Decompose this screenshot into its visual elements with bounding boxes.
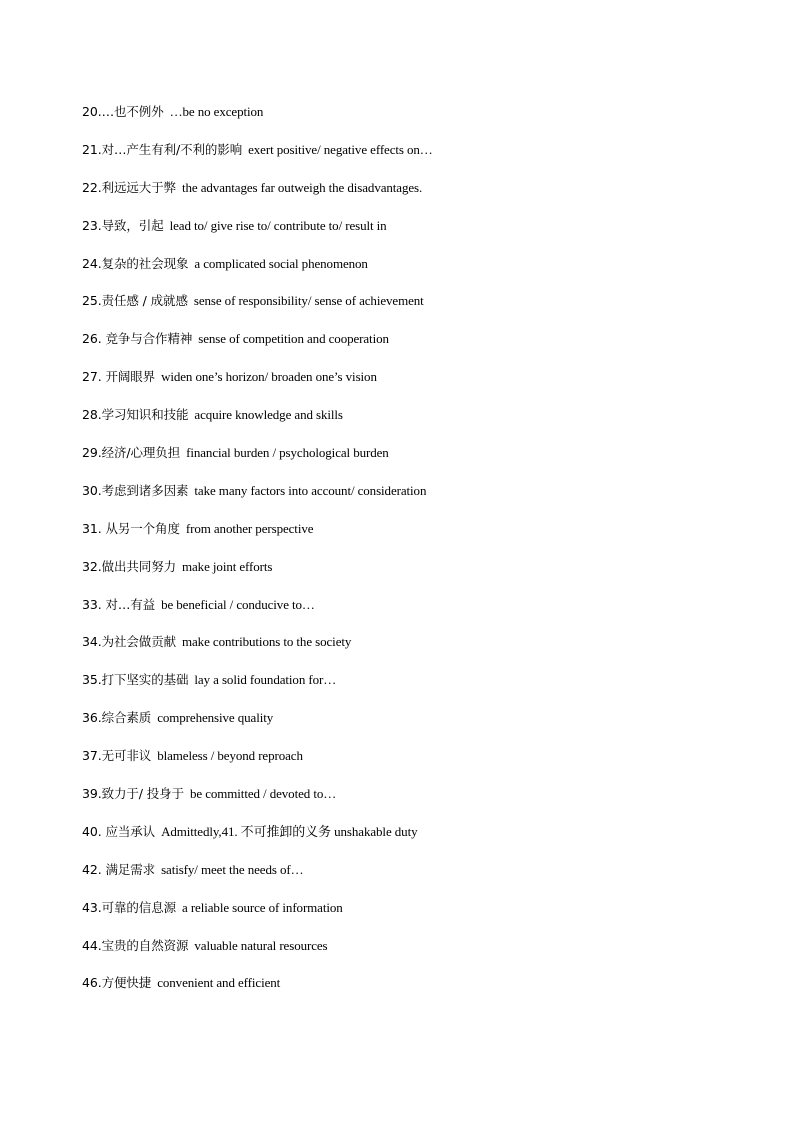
entry-number: 21.: [82, 141, 102, 157]
entry-number: 24.: [82, 255, 102, 271]
entry-number: 20.: [82, 104, 102, 119]
entry-chinese: 满足需求: [105, 861, 156, 877]
entry-chinese: 对…有益: [105, 596, 156, 612]
entry-english: the advantages far outweigh the disadvantages.: [182, 179, 423, 195]
entry-number: 30.: [82, 482, 102, 498]
list-item: [82, 936, 762, 974]
entry-english: …be no exception: [169, 104, 264, 119]
entry-number: 23.: [82, 217, 102, 233]
entry-number: 34.: [82, 634, 102, 650]
list-item: [82, 178, 762, 216]
list-item: [82, 405, 762, 443]
list-item: [82, 102, 762, 140]
entry-chinese: 对…产生有利/不利的影响: [101, 141, 243, 157]
entry-english: sense of competition and cooperation: [198, 331, 389, 347]
list-item: [82, 291, 762, 329]
entry-english: make joint efforts: [182, 558, 273, 574]
list-item: [82, 670, 762, 708]
entry-number: 31.: [82, 520, 106, 536]
list-item: [82, 746, 762, 784]
entry-english: lead to/ give rise to/ contribute to/ result in: [169, 217, 387, 233]
entry-number: 27.: [82, 369, 106, 385]
entry-chinese: 方便快捷: [101, 975, 152, 991]
entry-english: acquire knowledge and skills: [194, 407, 343, 423]
entry-chinese: 责任感 / 成就感: [101, 293, 188, 309]
entry-chinese: 竞争与合作精神: [105, 331, 193, 347]
entry-chinese: 宝贵的自然资源: [101, 937, 189, 953]
entry-english: Admittedly,41. 不可推卸的义务 unshakable duty: [161, 823, 418, 839]
entry-chinese: …也不例外: [101, 104, 164, 119]
entry-chinese: 利远远大于弊: [101, 179, 176, 195]
entry-english: a complicated social phenomenon: [194, 255, 368, 271]
list-item: [82, 898, 762, 936]
entry-chinese: 可靠的信息源: [101, 899, 176, 915]
entry-number: 42.: [82, 861, 106, 877]
list-item: [82, 140, 762, 178]
entry-english: valuable natural resources: [194, 937, 328, 953]
list-item: [82, 822, 762, 860]
entry-number: 28.: [82, 407, 102, 423]
entry-english: widen one’s horizon/ broaden one’s vision: [161, 369, 377, 385]
entry-chinese: 考虑到诸多因素: [101, 482, 189, 498]
entry-number: 36.: [82, 710, 102, 726]
entry-english: comprehensive quality: [157, 710, 274, 726]
entry-number: 22.: [82, 179, 102, 195]
entry-chinese: 学习知识和技能: [101, 407, 189, 423]
list-item: [82, 216, 762, 254]
entry-number: 35.: [82, 672, 102, 688]
list-item: [82, 784, 762, 822]
entry-chinese: 为社会做贡献: [101, 634, 176, 650]
list-item: [82, 860, 762, 898]
entry-chinese: 致力于/ 投身于: [101, 786, 184, 802]
entry-english: satisfy/ meet the needs of…: [161, 861, 304, 877]
entry-chinese: 打下坚实的基础: [101, 672, 189, 688]
list-item: [82, 254, 762, 292]
entry-number: 39.: [82, 786, 102, 802]
entry-chinese: 导致，引起: [101, 217, 164, 233]
entry-number: 25.: [82, 293, 102, 309]
entry-english: make contributions to the society: [182, 634, 352, 650]
entry-chinese: 应当承认: [105, 823, 156, 839]
entry-chinese: 复杂的社会现象: [101, 255, 189, 271]
list-item: [82, 557, 762, 595]
entry-english: financial burden / psychological burden: [186, 445, 389, 461]
entry-number: 43.: [82, 899, 102, 915]
list-item: [82, 595, 762, 633]
entry-chinese: 无可非议: [101, 748, 152, 764]
entry-chinese: 开阔眼界: [105, 369, 156, 385]
entry-english: take many factors into account/ consideration: [194, 482, 427, 498]
entry-chinese: 综合素质: [101, 710, 152, 726]
entry-english: a reliable source of information: [182, 899, 343, 915]
entry-number: 40.: [82, 823, 106, 839]
entry-english: be beneficial / conducive to…: [161, 596, 315, 612]
entry-number: 44.: [82, 937, 102, 953]
entry-english: exert positive/ negative effects on…: [248, 141, 433, 157]
entry-number: 29.: [82, 445, 102, 461]
entry-number: 46.: [82, 975, 102, 991]
entry-number: 32.: [82, 558, 102, 574]
entry-english: from another perspective: [185, 520, 314, 536]
entry-number: 37.: [82, 748, 102, 764]
list-item: [82, 367, 762, 405]
entry-english: convenient and efficient: [157, 975, 281, 991]
entry-english: lay a solid foundation for…: [194, 672, 337, 688]
list-item: [82, 329, 762, 367]
list-item: [82, 632, 762, 670]
entry-chinese: 做出共同努力: [101, 558, 176, 574]
entry-english: be committed / devoted to…: [189, 786, 337, 802]
list-item: [82, 973, 762, 1011]
list-item: [82, 708, 762, 746]
list-item: [82, 519, 762, 557]
entry-chinese: 从另一个角度: [105, 520, 180, 536]
list-item: [82, 481, 762, 519]
phrase-list: [82, 102, 762, 1011]
entry-english: sense of responsibility/ sense of achievement: [193, 293, 424, 309]
entry-number: 33.: [82, 596, 106, 612]
entry-chinese: 经济/心理负担: [101, 445, 181, 461]
entry-number: 26.: [82, 331, 106, 347]
list-item: [82, 443, 762, 481]
entry-english: blameless / beyond reproach: [157, 748, 303, 764]
